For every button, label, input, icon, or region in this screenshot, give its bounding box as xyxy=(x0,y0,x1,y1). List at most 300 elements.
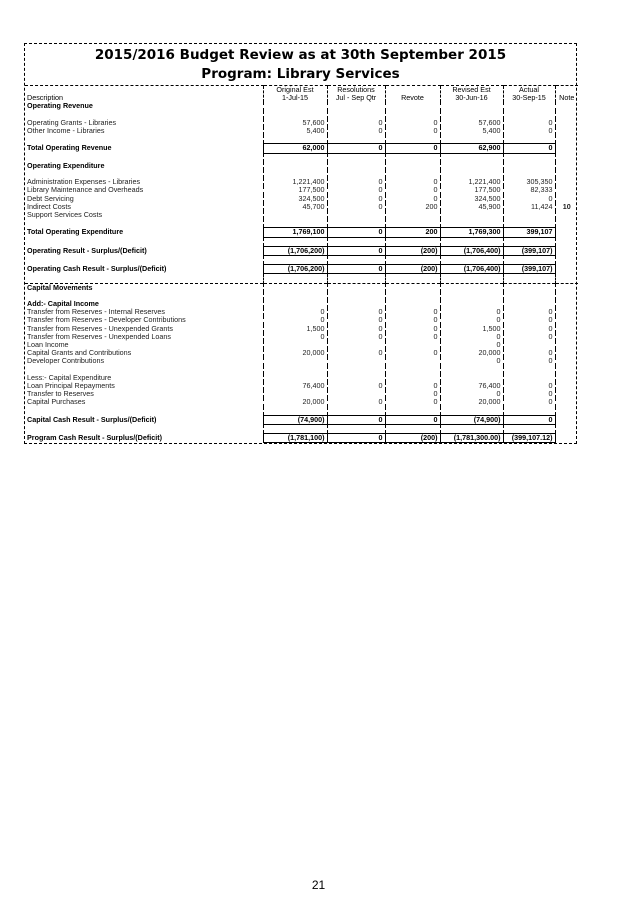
spacer-cell xyxy=(327,366,385,374)
table-row xyxy=(25,211,600,219)
cell-revised: (74,900) xyxy=(440,415,503,424)
spacer-row xyxy=(25,219,600,228)
cell-actual: 0 xyxy=(503,325,555,333)
row-description: Library Maintenance and Overheads xyxy=(27,186,144,195)
row-description: Transfer from Reserves - Internal Reserves xyxy=(27,308,165,317)
spacer-cell xyxy=(503,366,555,374)
cell-note xyxy=(555,349,578,357)
col-revised-date: 30-Jun-16 xyxy=(455,93,488,103)
cell-revote xyxy=(385,341,440,349)
empty-cell xyxy=(440,102,503,110)
spacer-cell xyxy=(385,237,440,246)
spacer-row xyxy=(25,274,600,283)
col-spacer xyxy=(578,86,600,103)
spacer-cell xyxy=(263,219,327,228)
empty-cell xyxy=(440,283,503,292)
cell-resolutions: 0 xyxy=(327,203,385,211)
spacer-cell xyxy=(327,219,385,228)
cell-note xyxy=(555,325,578,333)
cell-actual: 0 xyxy=(503,398,555,406)
cell-original: 0 xyxy=(263,316,327,324)
cell-original: (74,900) xyxy=(263,415,327,424)
spacer-cell xyxy=(503,170,555,178)
cell-resolutions: 0 xyxy=(327,434,385,443)
spacer-cell xyxy=(25,255,263,264)
col-revised-estimate xyxy=(440,86,503,103)
cell-revote xyxy=(385,374,440,382)
spacer-cell xyxy=(440,366,503,374)
cell-resolutions: 0 xyxy=(327,316,385,324)
cell-revised: 1,769,300 xyxy=(440,228,503,237)
cell-revised: 57,600 xyxy=(440,119,503,127)
cell-actual: 0 xyxy=(503,119,555,127)
cell-actual: 0 xyxy=(503,357,555,365)
row-description: Operating Grants - Libraries xyxy=(27,118,117,127)
row-description: Less:- Capital Expenditure xyxy=(27,373,112,382)
spacer-cell xyxy=(327,237,385,246)
cell-revised: 324,500 xyxy=(440,195,503,203)
empty-cell xyxy=(263,300,327,308)
empty-cell xyxy=(327,283,385,292)
cell-revised xyxy=(440,211,503,219)
cell-note xyxy=(555,228,578,237)
row-description: Transfer from Reserves - Unexpended Loans xyxy=(27,332,171,341)
cell-actual: 0 xyxy=(503,390,555,398)
spacer-cell xyxy=(385,366,440,374)
cell-actual: 82,333 xyxy=(503,186,555,194)
cell-note xyxy=(555,186,578,194)
spacer-row xyxy=(25,135,600,144)
cell-revised: 62,900 xyxy=(440,144,503,153)
spacer-cell xyxy=(263,366,327,374)
spacer-row xyxy=(25,170,600,178)
table-row xyxy=(25,316,600,324)
spacer-cell xyxy=(263,170,327,178)
spacer-cell xyxy=(555,170,578,178)
spacer-cell xyxy=(555,424,578,433)
cell-revised: 0 xyxy=(440,390,503,398)
cell-resolutions xyxy=(327,374,385,382)
cell-note xyxy=(555,144,578,153)
empty-cell xyxy=(555,300,578,308)
cell-actual: (399,107) xyxy=(503,246,555,255)
cell-revote xyxy=(385,211,440,219)
cell-resolutions: 0 xyxy=(327,265,385,274)
cell-revised: (1,706,400) xyxy=(440,265,503,274)
spacer-cell xyxy=(503,111,555,119)
spacer-row xyxy=(25,237,600,246)
empty-cell xyxy=(555,283,578,292)
spacer-cell xyxy=(440,255,503,264)
spacer-cell xyxy=(440,407,503,416)
spacer-cell xyxy=(440,292,503,300)
cell-note xyxy=(555,333,578,341)
spacer-cell xyxy=(555,219,578,228)
cell-revote xyxy=(385,357,440,365)
cell-resolutions: 0 xyxy=(327,333,385,341)
cell-original xyxy=(263,211,327,219)
cell-original xyxy=(263,374,327,382)
row-description: Total Operating Revenue xyxy=(27,143,112,153)
row-description: Operating Revenue xyxy=(27,102,93,111)
spacer-cell xyxy=(263,237,327,246)
spacer-cell xyxy=(25,237,263,246)
spacer-cell xyxy=(25,407,263,416)
empty-cell xyxy=(263,102,327,110)
spacer-cell xyxy=(25,274,263,283)
table-row xyxy=(25,203,600,211)
row-description: Add:- Capital Income xyxy=(27,299,99,308)
spacer-cell xyxy=(263,111,327,119)
cell-original: 5,400 xyxy=(263,127,327,135)
cell-original: (1,706,200) xyxy=(263,246,327,255)
row-description: Operating Result - Surplus/(Deficit) xyxy=(27,246,147,255)
spacer-cell xyxy=(440,219,503,228)
spacer-cell xyxy=(555,153,578,162)
spacer-cell xyxy=(385,135,440,144)
cell-revised: 177,500 xyxy=(440,186,503,194)
cell-revised: 0 xyxy=(440,308,503,316)
row-description: Program Cash Result - Surplus/(Deficit) xyxy=(27,433,162,443)
cell-revised: 0 xyxy=(440,333,503,341)
spacer-cell xyxy=(385,170,440,178)
program-title: Program: Library Services xyxy=(201,66,400,82)
spacer-cell xyxy=(503,424,555,433)
section-heading-row xyxy=(25,300,600,308)
cell-actual xyxy=(503,211,555,219)
spacer-cell xyxy=(263,292,327,300)
spacer-cell xyxy=(263,255,327,264)
spacer-cell xyxy=(25,170,263,178)
cell-resolutions xyxy=(327,390,385,398)
spacer-cell xyxy=(327,274,385,283)
cell-resolutions: 0 xyxy=(327,178,385,186)
spacer-cell xyxy=(385,274,440,283)
cell-resolutions: 0 xyxy=(327,325,385,333)
spacer-cell xyxy=(327,255,385,264)
empty-cell xyxy=(327,300,385,308)
spacer-cell xyxy=(25,292,263,300)
col-original-date: 1-Jul-15 xyxy=(282,93,308,103)
cell-revote: 0 xyxy=(385,390,440,398)
cell-actual: 0 xyxy=(503,144,555,153)
cell-note xyxy=(555,211,578,219)
total-row xyxy=(25,434,600,443)
cell-resolutions: 0 xyxy=(327,349,385,357)
cell-original: 62,000 xyxy=(263,144,327,153)
cell-revised: 20,000 xyxy=(440,349,503,357)
cell-resolutions: 0 xyxy=(327,415,385,424)
section-heading-row xyxy=(25,102,600,110)
table-row xyxy=(25,390,600,398)
cell-note xyxy=(555,382,578,390)
spacer-cell xyxy=(555,111,578,119)
col-resolutions-label: Resolutions xyxy=(337,85,375,94)
row-description: Other Income - Libraries xyxy=(27,127,105,135)
cell-original: 76,400 xyxy=(263,382,327,390)
total-row xyxy=(25,228,600,237)
empty-cell xyxy=(263,283,327,292)
cell-note xyxy=(555,390,578,398)
table-row xyxy=(25,398,600,406)
spacer-cell xyxy=(327,111,385,119)
cell-resolutions xyxy=(327,341,385,349)
empty-cell xyxy=(555,102,578,110)
cell-revote: 0 xyxy=(385,178,440,186)
cell-actual: 0 xyxy=(503,308,555,316)
cell-note xyxy=(555,178,578,186)
cell-revised: 0 xyxy=(440,341,503,349)
table-row xyxy=(25,357,600,365)
total-row xyxy=(25,415,600,424)
cell-original: 20,000 xyxy=(263,398,327,406)
cell-revote: 0 xyxy=(385,316,440,324)
cell-revised: (1,781,300.00) xyxy=(440,434,503,443)
cell-note xyxy=(555,357,578,365)
cell-resolutions: 0 xyxy=(327,228,385,237)
spacer-cell xyxy=(327,153,385,162)
row-description: Debt Servicing xyxy=(27,194,74,203)
cell-revised: 45,900 xyxy=(440,203,503,211)
cell-actual xyxy=(503,341,555,349)
spacer-cell xyxy=(263,424,327,433)
empty-cell xyxy=(385,300,440,308)
empty-cell xyxy=(503,162,555,170)
cell-revised: 76,400 xyxy=(440,382,503,390)
col-actual-label: Actual xyxy=(519,85,539,94)
spacer-cell xyxy=(503,153,555,162)
row-description: Transfer from Reserves - Unexpended Grants xyxy=(27,324,173,333)
spacer-cell xyxy=(503,274,555,283)
cell-note xyxy=(555,316,578,324)
table-row xyxy=(25,341,600,349)
cell-revote: (200) xyxy=(385,434,440,443)
cell-original: 57,600 xyxy=(263,119,327,127)
spacer-cell xyxy=(555,366,578,374)
table-row xyxy=(25,333,600,341)
spacer-cell xyxy=(503,237,555,246)
cell-resolutions xyxy=(327,211,385,219)
row-description: Capital Purchases xyxy=(27,398,86,407)
row-description: Loan Income xyxy=(27,340,69,349)
cell-actual: 0 xyxy=(503,195,555,203)
row-description: Developer Contributions xyxy=(27,357,105,366)
spacer-cell xyxy=(385,219,440,228)
col-resolutions-period: Jul - Sep Qtr xyxy=(335,93,377,103)
cell-revote: 0 xyxy=(385,382,440,390)
cell-note xyxy=(555,374,578,382)
cell-original: 1,500 xyxy=(263,325,327,333)
cell-actual: 399,107 xyxy=(503,228,555,237)
cell-resolutions: 0 xyxy=(327,195,385,203)
row-description: Loan Principal Repayments xyxy=(27,381,115,390)
cell-resolutions: 0 xyxy=(327,119,385,127)
cell-revote: (200) xyxy=(385,246,440,255)
table-header-row xyxy=(25,86,600,103)
section-heading-row xyxy=(25,162,600,170)
spacer-cell xyxy=(555,292,578,300)
spacer-cell xyxy=(327,407,385,416)
spacer-row xyxy=(25,424,600,433)
cell-original: 177,500 xyxy=(263,186,327,194)
empty-cell xyxy=(503,300,555,308)
table-row xyxy=(25,325,600,333)
cell-revote: 0 xyxy=(385,144,440,153)
cell-revote: 0 xyxy=(385,398,440,406)
budget-table-body xyxy=(25,102,600,442)
cell-note xyxy=(555,398,578,406)
cell-revised: 0 xyxy=(440,316,503,324)
row-description: Total Operating Expenditure xyxy=(27,227,124,237)
spacer-row xyxy=(25,366,600,374)
cell-actual: (399,107.12) xyxy=(503,434,555,443)
empty-cell xyxy=(327,102,385,110)
spacer-cell xyxy=(385,153,440,162)
empty-cell xyxy=(555,162,578,170)
spacer-cell xyxy=(385,255,440,264)
cell-resolutions: 0 xyxy=(327,186,385,194)
cell-revised: 5,400 xyxy=(440,127,503,135)
spacer-cell xyxy=(440,170,503,178)
cell-revote: 0 xyxy=(385,308,440,316)
row-description: Capital Cash Result - Surplus/(Deficit) xyxy=(27,415,157,424)
row-description: Support Services Costs xyxy=(27,210,103,219)
spacer-cell xyxy=(25,219,263,228)
cell-note xyxy=(555,434,578,443)
row-description: Capital Grants and Contributions xyxy=(27,349,132,358)
spacer-row xyxy=(25,111,600,119)
spacer-cell xyxy=(25,424,263,433)
cell-revote: 0 xyxy=(385,186,440,194)
spacer-cell xyxy=(263,274,327,283)
cell-original: 20,000 xyxy=(263,349,327,357)
cell-original: (1,706,200) xyxy=(263,265,327,274)
col-resolutions xyxy=(327,86,385,103)
cell-actual xyxy=(503,374,555,382)
cell-actual: 0 xyxy=(503,415,555,424)
cell-resolutions: 0 xyxy=(327,246,385,255)
cell-revote: 200 xyxy=(385,203,440,211)
cell-actual: 0 xyxy=(503,349,555,357)
table-row xyxy=(25,119,600,127)
spacer-row xyxy=(25,407,600,416)
cell-resolutions: 0 xyxy=(327,382,385,390)
cell-revote: 200 xyxy=(385,228,440,237)
col-actual xyxy=(503,86,555,103)
cell-actual: 0 xyxy=(503,316,555,324)
table-row xyxy=(25,195,600,203)
spacer-cell xyxy=(555,237,578,246)
row-description: Transfer from Reserves - Developer Contributions xyxy=(27,316,186,325)
empty-cell xyxy=(385,102,440,110)
cell-note xyxy=(555,415,578,424)
cell-note xyxy=(555,341,578,349)
spacer-cell xyxy=(440,111,503,119)
cell-original: (1,781,100) xyxy=(263,434,327,443)
spacer-cell xyxy=(555,407,578,416)
col-description: Description xyxy=(25,86,263,103)
cell-note xyxy=(555,246,578,255)
spacer-cell xyxy=(327,292,385,300)
col-actual-date: 30-Sep-15 xyxy=(512,93,546,103)
row-description: Capital Movements xyxy=(25,283,263,292)
spacer-cell xyxy=(25,111,263,119)
budget-table xyxy=(25,85,600,443)
col-revised-label: Revised Est xyxy=(452,85,491,94)
spacer-cell xyxy=(385,292,440,300)
cell-resolutions xyxy=(327,357,385,365)
cell-actual: 305,350 xyxy=(503,178,555,186)
report-title: 2015/2016 Budget Review as at 30th September 2015 xyxy=(94,47,507,63)
spacer-cell xyxy=(503,135,555,144)
cell-revised: 1,221,400 xyxy=(440,178,503,186)
spacer-cell xyxy=(440,274,503,283)
spacer-cell xyxy=(503,255,555,264)
cell-revote: 0 xyxy=(385,195,440,203)
cell-revote: 0 xyxy=(385,349,440,357)
cell-actual: (399,107) xyxy=(503,265,555,274)
empty-cell xyxy=(327,162,385,170)
row-description: Operating Cash Result - Surplus/(Deficit) xyxy=(27,264,167,274)
empty-cell xyxy=(385,162,440,170)
spacer-row xyxy=(25,153,600,162)
cell-revote: 0 xyxy=(385,415,440,424)
spacer-row xyxy=(25,292,600,300)
cell-revote: (200) xyxy=(385,265,440,274)
cell-original: 324,500 xyxy=(263,195,327,203)
empty-cell xyxy=(503,283,555,292)
spacer-cell xyxy=(263,153,327,162)
cell-actual: 11,424 xyxy=(503,203,555,211)
cell-note xyxy=(555,195,578,203)
col-original-estimate xyxy=(263,86,327,103)
cell-revote: 0 xyxy=(385,325,440,333)
cell-revised: 0 xyxy=(440,357,503,365)
spacer-cell xyxy=(385,407,440,416)
spacer-cell xyxy=(440,135,503,144)
empty-cell xyxy=(440,162,503,170)
cell-revote: 0 xyxy=(385,119,440,127)
cell-note xyxy=(555,308,578,316)
spacer-cell xyxy=(385,111,440,119)
cell-resolutions: 0 xyxy=(327,144,385,153)
spacer-cell xyxy=(440,424,503,433)
budget-report xyxy=(24,43,577,444)
cell-original: 0 xyxy=(263,308,327,316)
cell-resolutions: 0 xyxy=(327,398,385,406)
spacer-cell xyxy=(25,366,263,374)
table-row xyxy=(25,349,600,357)
empty-cell xyxy=(440,300,503,308)
row-description: Indirect Costs xyxy=(27,202,71,211)
spacer-cell xyxy=(385,424,440,433)
cell-actual: 0 xyxy=(503,333,555,341)
spacer-cell xyxy=(555,255,578,264)
cell-resolutions: 0 xyxy=(327,308,385,316)
col-note: Note xyxy=(555,86,578,103)
spacer-cell xyxy=(503,219,555,228)
cell-revised xyxy=(440,374,503,382)
spacer-cell xyxy=(555,274,578,283)
report-title-block xyxy=(25,44,576,84)
spacer-cell xyxy=(25,153,263,162)
cell-revised: 1,500 xyxy=(440,325,503,333)
cell-original xyxy=(263,390,327,398)
spacer-cell xyxy=(440,153,503,162)
col-revote: Revote xyxy=(385,86,440,103)
cell-note: 10 xyxy=(555,203,578,211)
spacer-cell xyxy=(503,407,555,416)
